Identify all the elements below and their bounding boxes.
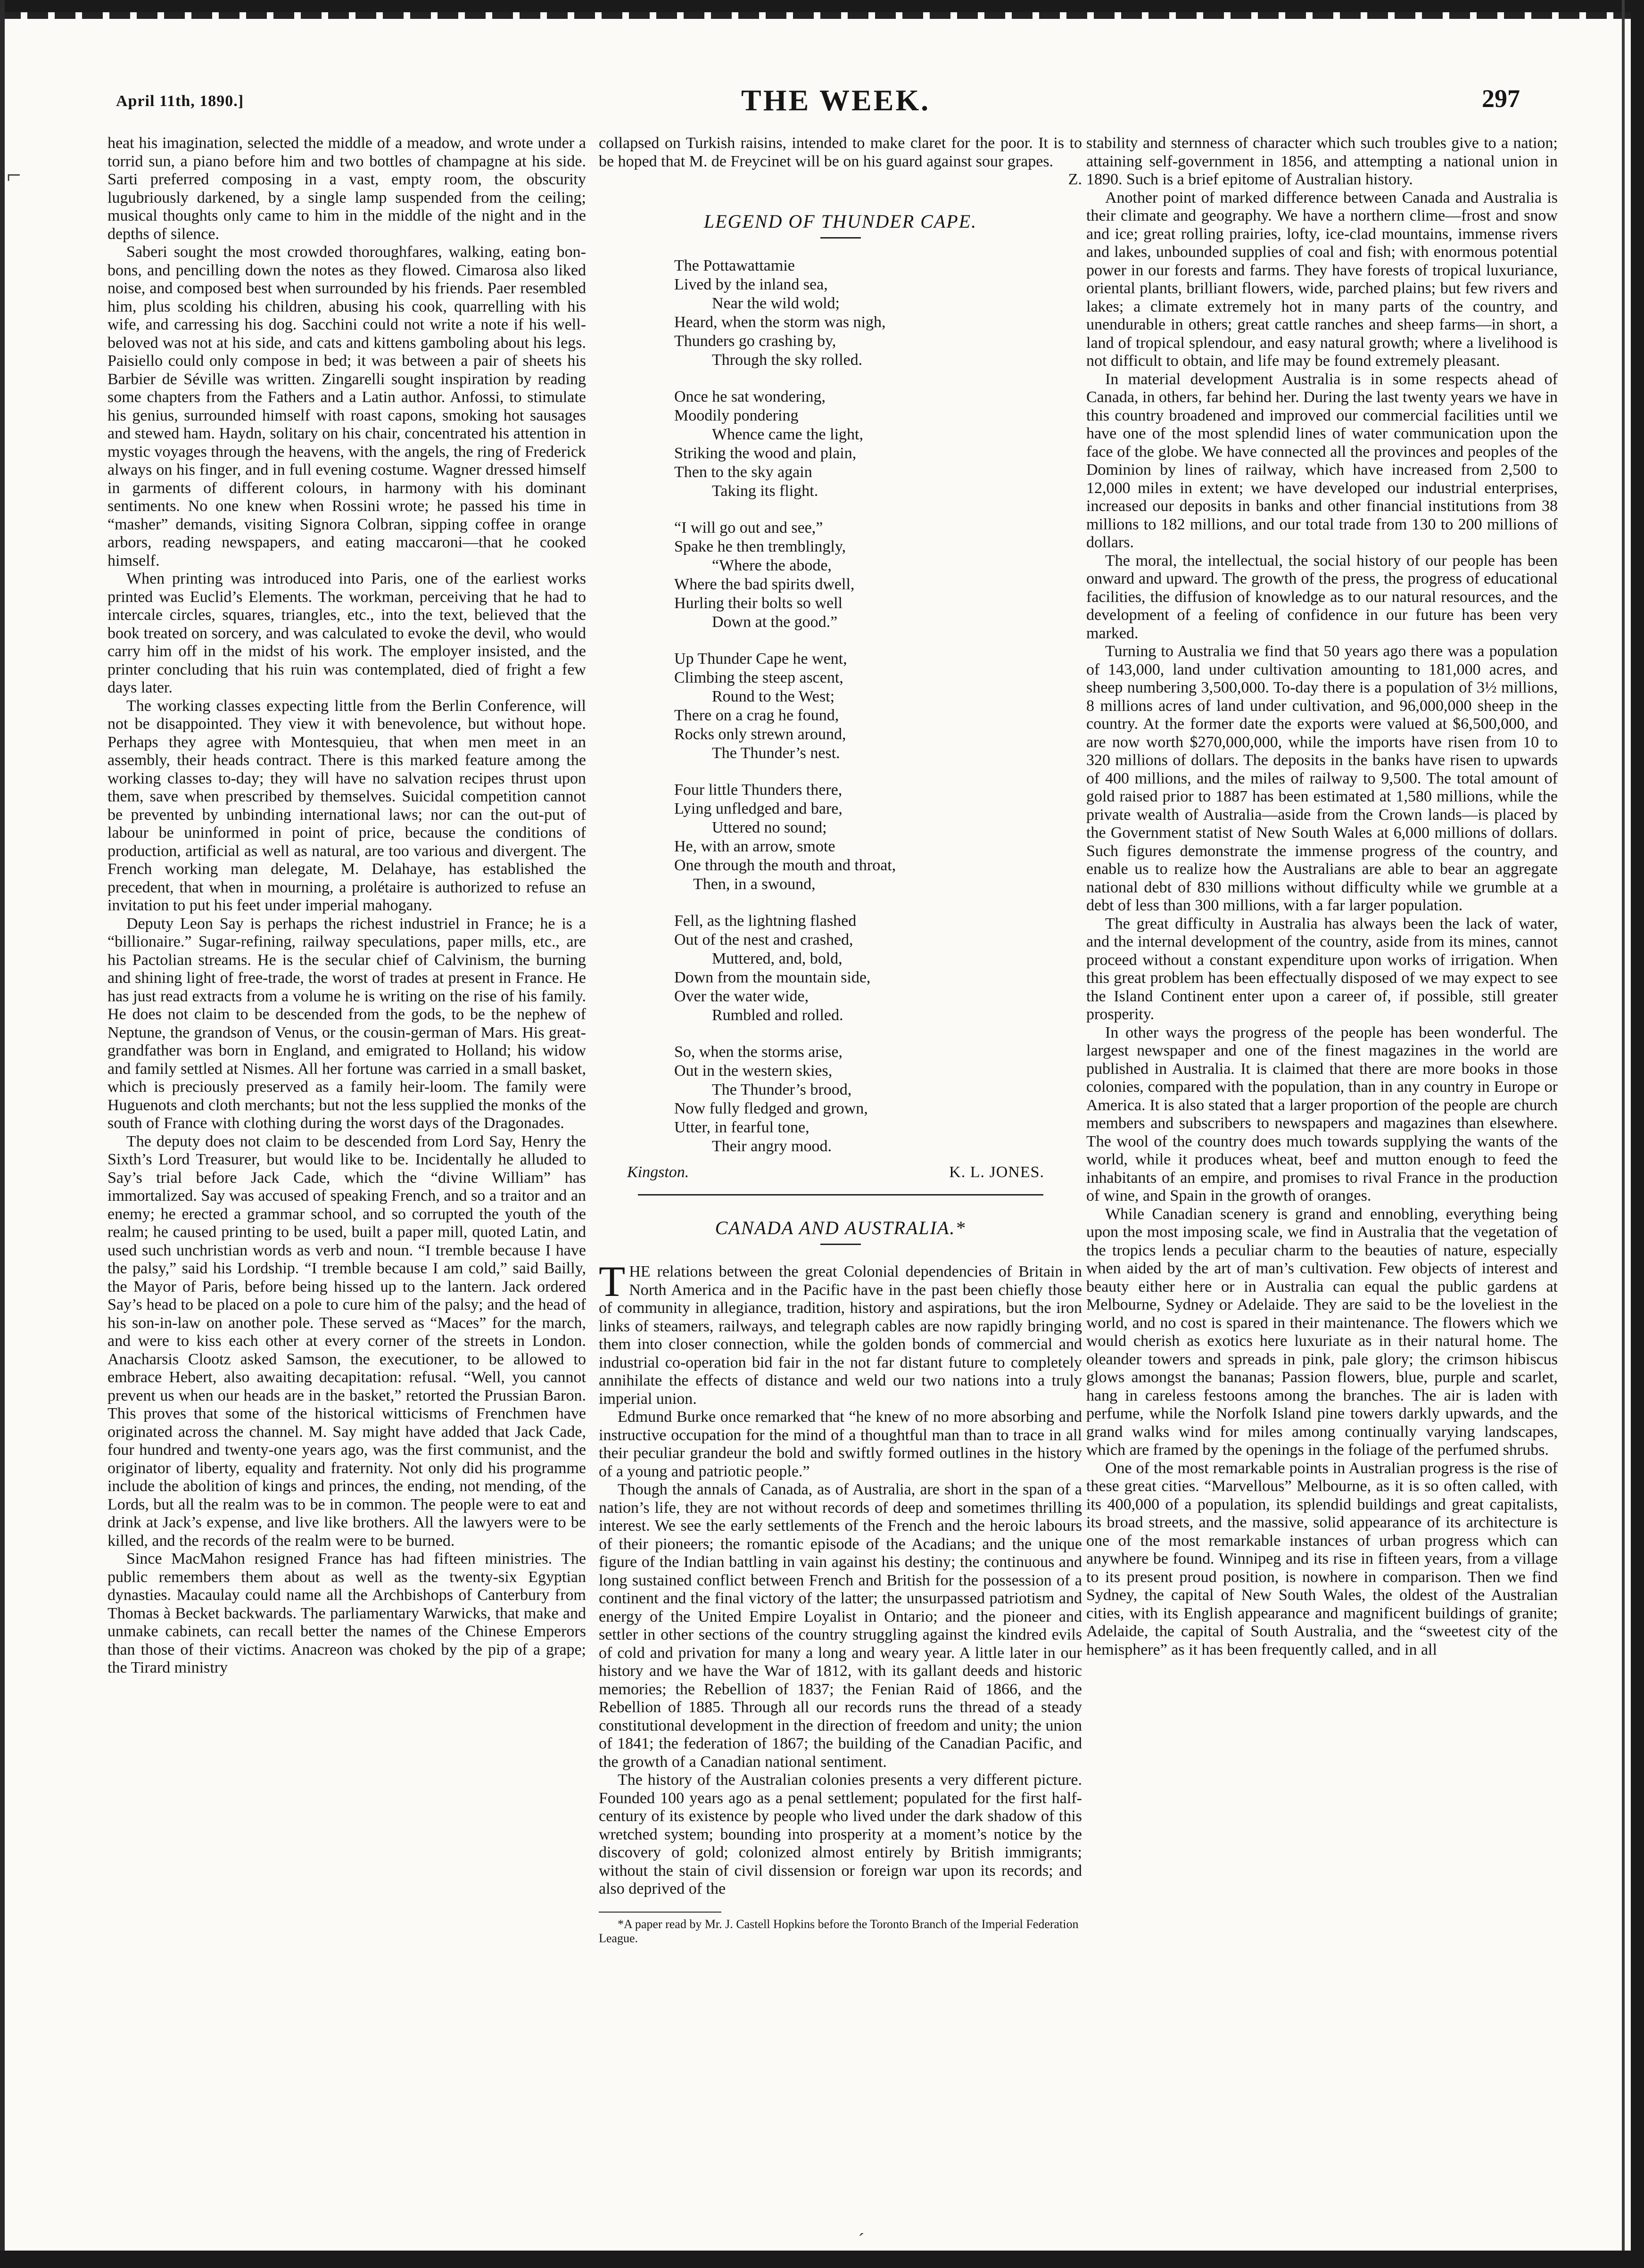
footnote-rule bbox=[599, 1912, 721, 1913]
poem-line: Climbing the steep ascent, bbox=[674, 669, 843, 686]
column-right bbox=[1086, 134, 1558, 1659]
poem-line: Once he sat wondering, bbox=[674, 388, 826, 405]
poem-author: K. L. JONES. bbox=[949, 1163, 1044, 1181]
page-top-edge bbox=[0, 0, 1644, 12]
poem-line: Heard, when the storm was nigh, bbox=[674, 313, 886, 331]
author-initial: Z. bbox=[1068, 171, 1082, 188]
paragraph: Saberi sought the most crowded thoroughfares, walking, eating bon-bons, and pencilling down the notes as they flowed. Cimarosa also liked noise, and composed best when surrounded by his friends. Paer resembled him, plus scolding his children, abusing his cook, quarrelling with his wife, and carressing his dog. Sacchini could not write a note if his well-beloved was not at his side, and cats and kittens gamboling about his legs. Paisiello could only compose in bed; it was between a pair of sheets his Barbier de Séville was written. Zingarelli sought inspiration by reading some chapters from the Fathers and a Latin author. Anfossi, to stimulate his genius, surrounded himself with roast capons, smoking hot sausages and stewed ham. Haydn, solitary on his chair, concentrated his attention in mystic voyages through the heavens, with the angels, the ring of Frederick always on his finger, and in full evening costume. Wagner dressed himself in garments of different colours, in harmony with his dominant sentiments. No one knew when Rossini wrote; he passed his time in “masher” demands, visiting Signora Colbran, sipping coffee in orange arbors, reading newspapers, and eating maccaroni—that he cooked himself. bbox=[107, 243, 586, 569]
poem-line: Through the sky rolled. bbox=[712, 351, 863, 369]
poem-line: Muttered, and, bold, bbox=[712, 950, 843, 967]
page-left-edge bbox=[0, 0, 5, 2268]
poem-line: Fell, as the lightning flashed bbox=[674, 912, 857, 930]
poem-line: Over the water wide, bbox=[674, 988, 809, 1005]
paragraph: Deputy Leon Say is perhaps the richest industriel in France; he is a “billionaire.” Sugar-refining, railway speculations, paper mills, etc., are his Pactolian streams. He is the secular chief of Calvinism, the burning and shining light of free-trade, the worst of trades at present in France. He has just read extracts from a volume he is writing on the rise of his family. He does not claim to be descended from the gods, to be the nephew of Neptune, the grandson of Venus, or the cousin-german of Mars. His great-grandfather was born in England, and emigrated to Holland; his widow and family settled at Nismes. All her fortune was carried in a small basket, which is preciously preserved as a family heir-loom. The family were Huguenots and cloth merchants; but not the less supplied the monks of the south of France with clothing during the worst days of the Dragonades. bbox=[107, 915, 586, 1132]
poem-line: Lived by the inland sea, bbox=[674, 276, 828, 293]
poem-line: Down from the mountain side, bbox=[674, 969, 871, 986]
page-top-edge-pattern bbox=[0, 12, 1644, 19]
page-right-edge-inner bbox=[1622, 0, 1625, 2268]
poem-line: Now fully fledged and grown, bbox=[674, 1100, 868, 1117]
poem-line: Rumbled and rolled. bbox=[712, 1006, 843, 1024]
paragraph: In material development Australia is in some respects ahead of Canada, in others, far behind her. During the last twenty years we have in this country broadened and improved our commercial facilities until we have one of the most splendid lines of water communication upon the face of the globe. We have connected all the provinces and peoples of the Dominion by lines of railway, which have increased from 2,500 to 12,000 miles in extent; we have developed our industrial enterprises, increased our deposits in banks and other financial institutions from 38 millions to 182 millions, and our total trade from 130 to 200 millions of dollars. bbox=[1086, 370, 1558, 551]
masthead-title: THE WEEK. bbox=[741, 83, 931, 117]
footnote: *A paper read by Mr. J. Castell Hopkins before the Toronto Branch of the Imperial Federation League. bbox=[599, 1917, 1079, 1945]
issue-date: April 11th, 1890.] bbox=[116, 92, 244, 110]
page-number: 297 bbox=[1482, 84, 1520, 113]
paragraph: The moral, the intellectual, the social history of our people has been onward and upward. The growth of the press, the progress of educational facilities, the diffusion of knowledge as to our natural resources, and the development of a feeling of confidence in our future has been very marked. bbox=[1086, 552, 1558, 642]
poem-line: Near the wild wold; bbox=[712, 295, 840, 312]
poem-line: Utter, in fearful tone, bbox=[674, 1119, 810, 1136]
poem-line: Thunders go crashing by, bbox=[674, 332, 836, 350]
poem-line: Out in the western skies, bbox=[674, 1062, 833, 1080]
poem-line: Spake he then tremblingly, bbox=[674, 538, 846, 555]
paragraph: Though the annals of Canada, as of Australia, are short in the span of a nation’s life, they are not without records of deep and sometimes thrilling interest. We see the early settlements of the French and the heroic labours of their pioneers; the romantic episode of the Acadians; and the unique figure of the Indian battling in vain against his destiny; the continuous and long sustained conflict between French and British for the possession of a continent and the final victory of the latter; the unsurpassed patriotism and energy of the United Empire Loyalist in Ontario; and the pioneer and settler in other sections of the country struggling against the kindred evils of cold and privation for many a long and weary year. A little later in our history and we have the War of 1812, with its gallant deeds and historic memories; the Rebellion of 1837; the Fenian Raid of 1866, and the Rebellion of 1885. Through all our records runs the thread of a steady constitutional development in the direction of freedom and unity; the union of 1841; the federation of 1867; the building of the Canadian Pacific, and the growth of a Canadian national sentiment. bbox=[599, 1481, 1082, 1771]
paragraph: The working classes expecting little from the Berlin Conference, will not be disappointed. They view it with benevolence, but without hope. Perhaps they agree with Montesquieu, that when men meet in an assembly, their heads contract. There is this marked feature among the working classes to-day; they will have no salvation recipes thrust upon them, save when prescribed by themselves. Suicidal competition cannot be prevented by unbinding international laws; nor can the out-put of labour be uninformed in point of price, because the conditions of production, artificial as well as natural, are too various and divergent. The French working man delegate, M. Delahaye, has established the precedent, that when in mourning, a prolétaire is authorized to refuse an invitation to put his feet under imperial mahogany. bbox=[107, 697, 586, 914]
title-rule bbox=[820, 237, 861, 239]
poem-stanza bbox=[674, 781, 1082, 894]
poem-line: Hurling their bolts so well bbox=[674, 594, 843, 612]
paragraph: Since MacMahon resigned France has had fifteen ministries. The public remembers them about as well as the twenty-six Egyptian dynasties. Macaulay could name all the Archbishops of Canterbury from Thomas à Becket backwards. The parliamentary Warwicks, that make and unmake cabinets, can recall better the names of the Chinese Emperors than those of their victims. Anacreon was choked by the pip of a grape; the Tirard ministry bbox=[107, 1550, 586, 1676]
poem-line: So, when the storms arise, bbox=[674, 1043, 843, 1061]
section-divider bbox=[638, 1194, 1043, 1196]
paragraph: The deputy does not claim to be descended from Lord Say, Henry the Sixth’s Lord Treasurer, but would like to be. Incidentally he alluded to Say’s trial before Jack Cade, which the “divine William” has immortalized. Say was accused of speaking French, and so a traitor and an enemy; he erected a grammar school, and so corrupted the youth of the realm; he caused printing to be used, built a paper mill, quoted Latin, and used such unchristian words as verb and noun. “I tremble because I have the palsy,” said his Lordship. “I tremble because I am cold,” said Bailly, the Mayor of Paris, before being hissed up to the lantern. Jack ordered Say’s head to be placed on a pole to cure him of the palsy; and the head of his son-in-law on another pole. These served as “Maces” for the march, and were to kiss each other at every corner of the streets in London. Anacharsis Clootz asked Samson, the executioner, to be allowed to embrace Hebert, also awaiting decapitation: refusal. “Well, you cannot prevent us when our heads are in the basket,” retorted the Prussian Baron. This proves that some of the historical witticisms of Frenchmen have originated across the channel. M. Say might have added that Jack Cade, four hundred and twenty-one years ago, was the first communist, and the originator of liberty, equality and fraternity. Not only did his programme include the abolition of kings and princes, the ending, not mending, of the Lords, but all the realm was to be in common. The people were to eat and drink at Jack’s expense, and live like brothers. All the lawyers were to be killed, and the records of the realm were to be burned. bbox=[107, 1132, 586, 1550]
poem-line: He, with an arrow, smote bbox=[674, 838, 835, 855]
poem-line: Four little Thunders there, bbox=[674, 781, 843, 799]
poem-stanza bbox=[674, 650, 1082, 763]
paragraph: Edmund Burke once remarked that “he knew of no more absorbing and instructive occupation for the mind of a thoughtful man than to trace in all their peculiar grandeur the bold and swiftly formed outlines in the history of a young and patriotic people.” bbox=[599, 1408, 1082, 1480]
poem-line: Uttered no sound; bbox=[712, 819, 827, 836]
page-right-edge bbox=[1631, 0, 1644, 2268]
paragraph: heat his imagination, selected the middle of a meadow, and wrote under a torrid sun, a piano before him and two bottles of champagne at his side. Sarti preferred composing in a vast, empty room, the obscurity lugubriously darkened, by a single lamp suspended from the ceiling; musical thoughts only came to him in the middle of the night and in the depths of silence. bbox=[107, 134, 586, 243]
paragraph: While Canadian scenery is grand and ennobling, everything being upon the most imposing scale, we find in Australia that the vegetation of the tropics lends a peculiar charm to the beauties of nature, especially when aided by the art of man’s cultivation. Few objects of interest and beauty either here or in Australia can equal the public gardens at Melbourne, Sydney or Adelaide. They are said to be the loveliest in the world, and no cost is spared in their maintenance. The flowers which we would cherish as exotics here luxuriate as in their natural home. The oleander towers and spreads in pink, pale glory; the crimson hibiscus glows amongst the bananas; Passion flowers, blue, purple and scarlet, hang in careless festoons among the branches. The air is laden with perfume, while the Norfolk Island pine towers darkly upwards, and the grand walks wind for miles among continually varying landscapes, which are framed by the openings in the foliage of the perfumed shrubs. bbox=[1086, 1205, 1558, 1459]
paragraph: Turning to Australia we find that 50 years ago there was a population of 143,000, land under cultivation amounting to 181,000 acres, and sheep numbering 3,500,000. To-day there is a population of 3½ millions, 8 millions acres of land under cultivation, and 96,000,000 sheep in the country. At the former date the exports were valued at $6,500,000, and are now worth $270,000,000, while the imports have risen from 10 to 320 millions of dollars. The deposits in the banks have risen to upwards of 400 millions, and the miles of railway to 9,500. The total amount of gold raised prior to 1887 has been estimated at 1,580 millions, while the private wealth of Australia—aside from the Crown lands—is placed by the Government statist of New South Wales at 6,000 millions of dollars. Such figures demonstrate the immense progress of the country, and enable us to realize how the Australians are able to bear an aggregate national debt of 830 millions without difficulty while we grumble at a debt of less than 300 millions, with a far larger population. bbox=[1086, 643, 1558, 914]
paragraph: Another point of marked difference between Canada and Australia is their climate and geography. We have a northern clime—frost and snow and ice; great rolling prairies, lofty, ice-clad mountains, immense rivers and lakes, unbounded supplies of coal and fish; with enormous potential power in our forests and farms. They have forests of tropical luxuriance, oriental plants, brilliant flowers, wide, parched plains; but few rivers and lakes; a climate extremely hot in many parts of the country, and unendurable in others; great cattle ranches and sheep farms—in short, a land of tropical splendour, and easy natural growth; where a livelihood is not difficult to obtain, and life may be found extremely pleasant. bbox=[1086, 189, 1558, 370]
page-bottom-edge bbox=[0, 2251, 1644, 2268]
paragraph-text: collapsed on Turkish raisins, intended to make claret for the poor. It is to be hoped that M. de Freycinet will be on his guard against sour grapes. bbox=[599, 134, 1082, 170]
paragraph: The history of the Australian colonies presents a very different picture. Founded 100 years ago as a penal settlement; populated for the first half-century of its existence by people who lived under the dark shadow of this wretched system; bounding into prosperity at a moment’s notice by the discovery of gold; colonized almost entirely by British immigrants; without the stain of civil dissension or foreign war upon its records; and also deprived of the bbox=[599, 1771, 1082, 1897]
paragraph: One of the most remarkable points in Australian progress is the rise of these great cities. “Marvellous” Melbourne, as it is so often called, with its 400,000 of a population, its splendid buildings and great capitalists, its broad streets, and the massive, solid appearance of its architecture is one of the most remarkable instances of urban progress which can anywhere be found. Winnipeg and its rise in fifteen years, from a village to its present proud position, is nowhere in comparison. Then we find Sydney, the capital of New South Wales, the oldest of the Australian cities, with its English appearance and magnificent buildings of granite; Adelaide, the capital of South Australia, and the “sweetest city of the hemisphere” as it has been frequently called, and in all bbox=[1086, 1459, 1558, 1658]
poem-attribution bbox=[599, 1163, 1082, 1182]
margin-bracket-mark: ⌐ bbox=[7, 161, 21, 189]
column-middle bbox=[599, 134, 1082, 1946]
poem-line: Taking its flight. bbox=[712, 482, 818, 500]
poem-line: Lying unfledged and bare, bbox=[674, 800, 843, 817]
poem-stanza bbox=[674, 388, 1082, 501]
drop-cap: T bbox=[599, 1257, 626, 1305]
paragraph: When printing was introduced into Paris, one of the earliest works printed was Euclid’s Elements. The workman, perceiving that he had to intercale circles, squares, triangles, etc., into the text, believed that the book treated on sorcery, and was calculated to evoke the devil, who would carry him off in the midst of his work. The employer insisted, and the printer concluding that his ruin was contemplated, died of fright a few days later. bbox=[107, 570, 586, 696]
paragraph: In other ways the progress of the people has been wonderful. The largest newspaper and one of the finest magazines in the world are published in Australia. It is claimed that there are more books in those colonies, compared with the population, than in any country in Europe or America. It is also stated that a larger proportion of the people are church members and subscribers to newspapers and magazines than elsewhere. The wool of the country does much towards supplying the wants of the world, while it produces wheat, beef and mutton enough to feed the inhabitants of an empire, and promises to rival France in the production of wine, and Spain in the growth of oranges. bbox=[1086, 1023, 1558, 1204]
poem-line: Their angry mood. bbox=[712, 1138, 832, 1155]
poem-line: Moodily pondering bbox=[674, 407, 799, 424]
poem-stanza bbox=[674, 1043, 1082, 1156]
poem-line: Up Thunder Cape he went, bbox=[674, 650, 847, 668]
poem-line: Rocks only strewn around, bbox=[674, 726, 846, 743]
poem-place: Kingston. bbox=[627, 1163, 689, 1181]
column-left bbox=[107, 134, 586, 1677]
poem-line: Striking the wood and plain, bbox=[674, 445, 857, 462]
bottom-margin-mark: ˊ bbox=[858, 2229, 865, 2251]
poem-line: One through the mouth and throat, bbox=[674, 857, 896, 874]
poem bbox=[674, 256, 1082, 1156]
poem-title: LEGEND OF THUNDER CAPE. bbox=[703, 210, 977, 232]
paragraph-text: HE relations between the great Colonial dependencies of Britain in North America and in the Pacific have in the past been chiefly those of community in allegiance, tradition, history and aspirations, but the iron links of steamers, railways, and telegraph cables are now rapidly bringing them into closer connection, while the golden bonds of commercial and industrial co-operation bid fair in the not far distant future to completely annihilate the effects of distance and weld our two nations into a truly imperial union. bbox=[599, 1263, 1082, 1408]
poem-stanza bbox=[674, 912, 1082, 1025]
poem-line: Round to the West; bbox=[712, 688, 835, 705]
poem-line: “Where the abode, bbox=[712, 557, 832, 574]
poem-line: Down at the good.” bbox=[712, 613, 838, 631]
poem-stanza bbox=[674, 519, 1082, 632]
poem-line: The Thunder’s nest. bbox=[712, 744, 840, 762]
poem-line: Then, in a swound, bbox=[693, 875, 816, 893]
title-rule bbox=[820, 1244, 861, 1245]
paragraph bbox=[599, 1257, 1082, 1408]
poem-line: “I will go out and see,” bbox=[674, 519, 823, 536]
paragraph: The great difficulty in Australia has always been the lack of water, and the internal development of the country, aside from its mines, cannot proceed without a constant expenditure upon works of irrigation. When this great problem has been effectually disposed of we may expect to see the Island Continent enter upon a career of, if possible, still greater prosperity. bbox=[1086, 915, 1558, 1023]
poem-stanza bbox=[674, 256, 1082, 370]
article-title: CANADA AND AUSTRALIA.* bbox=[715, 1217, 966, 1238]
poem-line: Where the bad spirits dwell, bbox=[674, 576, 855, 593]
poem-line: The Thunder’s brood, bbox=[712, 1081, 852, 1098]
poem-line: The Pottawattamie bbox=[674, 257, 795, 274]
poem-line: Then to the sky again bbox=[674, 463, 812, 481]
poem-line: Whence came the light, bbox=[712, 426, 863, 443]
poem-line: There on a crag he found, bbox=[674, 707, 839, 724]
poem-line: Out of the nest and crashed, bbox=[674, 931, 853, 948]
paragraph: stability and sternness of character which such troubles give to a nation; attaining self-government in 1856, and attempting a national union in 1890. Such is a brief epitome of Australian history. bbox=[1086, 134, 1558, 188]
continued-paragraph bbox=[599, 134, 1082, 189]
